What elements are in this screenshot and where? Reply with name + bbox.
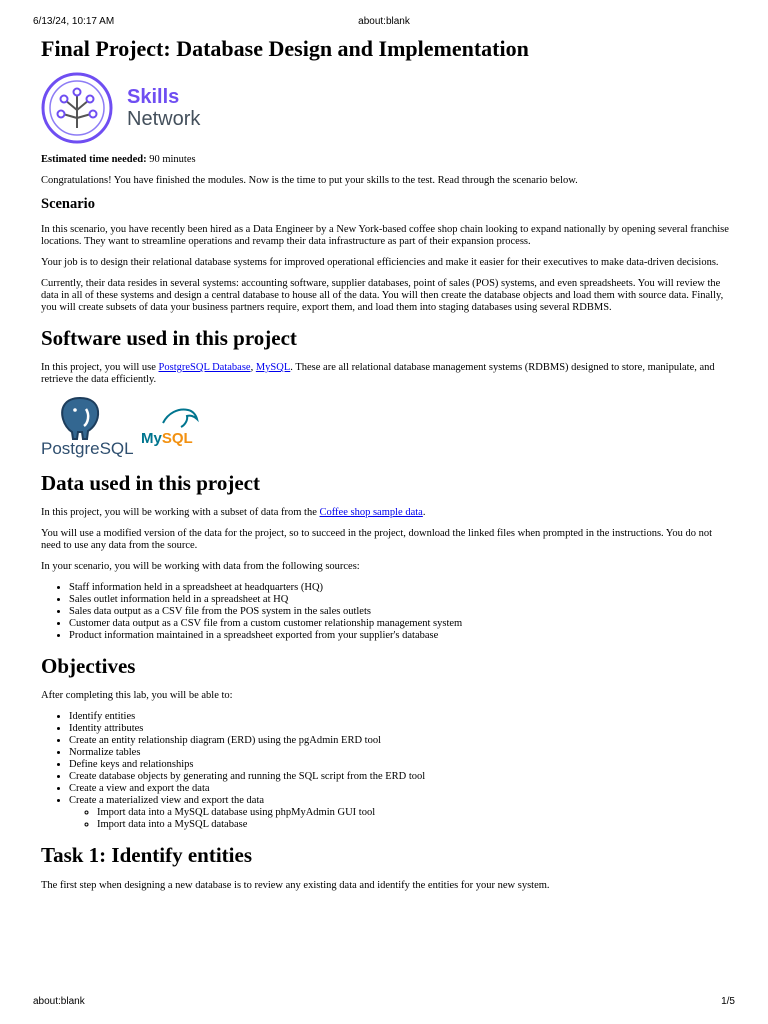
- list-item: • Sales outlet information held in a spreadsheet at HQ: [69, 594, 729, 606]
- mysql-wordmark-my: My: [141, 429, 162, 447]
- data-heading: Data used in this project: [41, 470, 260, 495]
- data-paragraph-3: In your scenario, you will be working with data from the following sources:: [41, 561, 360, 573]
- print-footer: [0, 996, 768, 1012]
- scenario-paragraph-2: Your job is to design their relational database systems for improved operational efficiencies and make it easier for their executives to make data-driven decisions.: [41, 256, 719, 268]
- list-item: • Identify entities: [69, 711, 729, 723]
- intro-paragraph: Congratulations! You have finished the modules. Now is the time to put your skills to the test. Read through the scenario below.: [41, 175, 578, 187]
- print-page-title: about:blank: [358, 16, 410, 27]
- objectives-heading: Objectives: [41, 654, 136, 679]
- list-item: • Create database objects by generating and running the SQL script from the ERD tool: [69, 771, 729, 783]
- sub-list-item: ◦ Import data into a MySQL database using phpMyAdmin GUI tool: [97, 807, 729, 819]
- task1-paragraph-1: The first step when designing a new database is to review any existing data and identify the entities for your new system.: [41, 879, 550, 891]
- sub-list-item: ◦ Import data into a MySQL database: [97, 819, 729, 831]
- software-paragraph: [41, 362, 729, 386]
- list-item: • Normalize tables: [69, 747, 729, 759]
- document-body: [41, 36, 729, 901]
- skills-network-logo: [41, 72, 729, 144]
- objectives-intro: After completing this lab, you will be able to:: [41, 690, 233, 702]
- mysql-dolphin-icon: [159, 403, 199, 429]
- postgresql-logo: [41, 395, 133, 459]
- print-page-number: 1/5: [721, 996, 735, 1007]
- database-logos: [41, 395, 729, 459]
- print-datetime: 6/13/24, 10:17 AM: [33, 16, 115, 27]
- software-text-after: . These are all relational database management systems (RDBMS) designed to store, manipulate, and retrieve the data efficiently.: [41, 361, 715, 385]
- skills-network-wordmark: [127, 86, 200, 130]
- estimated-time-label: Estimated time needed:: [41, 154, 147, 166]
- scenario-paragraph-3: Currently, their data resides in several systems: accounting software, supplier databases, point of sales (POS) systems, and even spreadsheets. You will review the data in all of these systems and design a central database to house all of the data. You will then create the database objects and load them with source data. Finally, you will create subsets of data your business partners require, export them, and load them into staging databases using several RDBMS.: [41, 277, 724, 313]
- list-item: • Customer data output as a CSV file from a custom customer relationship management system: [69, 618, 729, 630]
- logo-line-2: Network: [127, 108, 201, 131]
- list-item: • Sales data output as a CSV file from the POS system in the sales outlets: [69, 606, 729, 618]
- software-text-before: In this project, you will use: [41, 361, 159, 373]
- mysql-logo: [141, 403, 205, 459]
- page-title: Final Project: Database Design and Implementation: [41, 36, 529, 61]
- list-item: • Identity attributes: [69, 723, 729, 735]
- list-item: • Define keys and relationships: [69, 759, 729, 771]
- coffee-shop-data-link[interactable]: Coffee shop sample data: [319, 507, 423, 519]
- mysql-wordmark: [141, 430, 193, 447]
- skills-network-tree-icon: [41, 72, 113, 144]
- data-paragraph-1: [41, 507, 729, 519]
- estimated-time-value: 90 minutes: [146, 154, 196, 166]
- postgresql-wordmark: PostgreSQL: [41, 438, 134, 458]
- software-separator: ,: [250, 361, 256, 373]
- data-sources-list: [41, 582, 729, 642]
- logo-line-1: Skills: [127, 86, 180, 109]
- print-header: [0, 16, 768, 32]
- mysql-wordmark-sql: SQL: [161, 429, 193, 447]
- list-item: • Create a view and export the data: [69, 783, 729, 795]
- list-item: • Product information maintained in a spreadsheet exported from your supplier's database: [69, 630, 729, 642]
- postgresql-link[interactable]: PostgreSQL Database: [158, 361, 251, 373]
- list-item: [69, 795, 729, 831]
- task1-heading: Task 1: Identify entities: [41, 843, 252, 868]
- scenario-heading: Scenario: [41, 196, 95, 213]
- objectives-list: [41, 711, 729, 831]
- data-p1-after: .: [422, 507, 426, 519]
- mysql-link[interactable]: MySQL: [255, 361, 291, 373]
- software-heading: Software used in this project: [41, 325, 297, 350]
- list-item: • Create an entity relationship diagram (ERD) using the pgAdmin ERD tool: [69, 735, 729, 747]
- postgresql-elephant-icon: [55, 395, 105, 441]
- data-p1-before: In this project, you will be working with a subset of data from the: [41, 507, 320, 519]
- print-url: about:blank: [33, 996, 85, 1007]
- objectives-sublist: [69, 807, 729, 831]
- list-item: • Staff information held in a spreadsheet at headquarters (HQ): [69, 582, 729, 594]
- scenario-paragraph-1: In this scenario, you have recently been hired as a Data Engineer by a New York-based coffee shop chain looking to expand nationally by opening several franchise locations. They want to streamline operations and revamp their data infrastructure as part of their expansion process.: [41, 223, 729, 247]
- data-paragraph-2: You will use a modified version of the data for the project, so to succeed in the project, download the linked files when prompted in the instructions. You do not need to use any data from the source.: [41, 528, 713, 552]
- estimated-time: [41, 154, 729, 166]
- list-item-text: Create a materialized view and export the data: [69, 795, 265, 807]
